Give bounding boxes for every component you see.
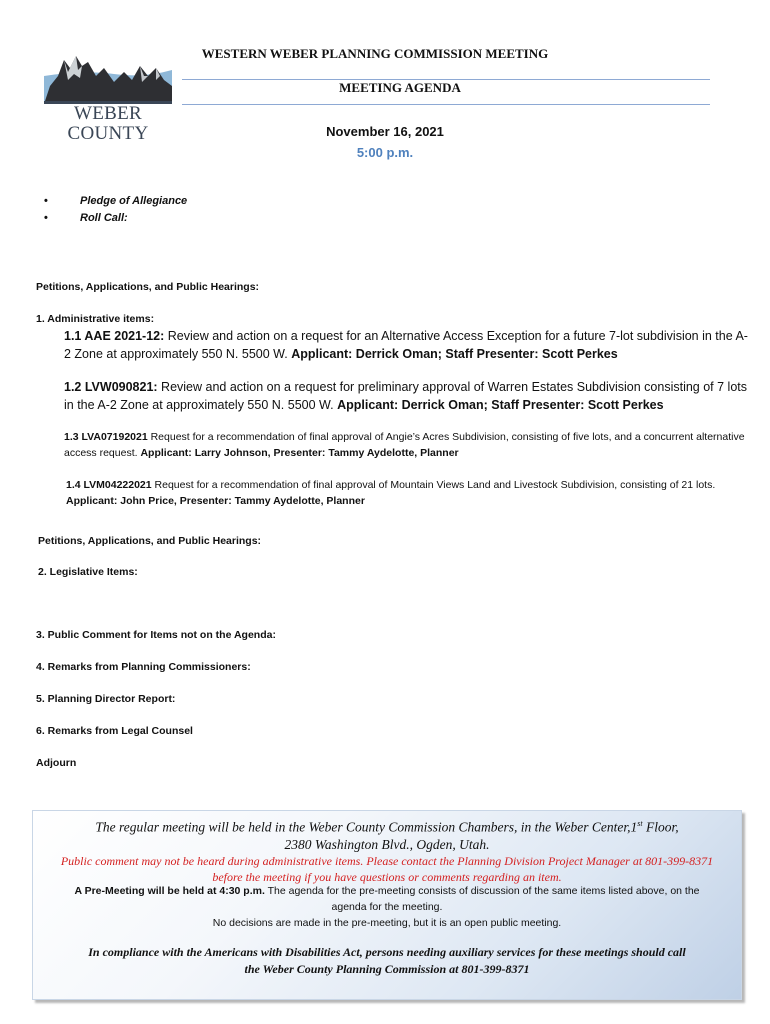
- location-line-2: 2380 Washington Blvd., Ogden, Utah.: [284, 837, 490, 852]
- legal-counsel-item: 6. Remarks from Legal Counsel: [36, 725, 193, 737]
- section2-heading: Petitions, Applications, and Public Hearings:: [38, 535, 262, 547]
- list-item-roll-call: [44, 212, 128, 224]
- section2-subheading: 2. Legislative Items:: [38, 566, 138, 578]
- premeeting-line-3: No decisions are made in the pre-meeting, but it is an open public meeting.: [212, 917, 562, 929]
- meeting-time: 5:00 p.m.: [356, 145, 414, 160]
- item-code: 1.1 AAE 2021-12:: [64, 329, 165, 343]
- item-text: Review and action on a request for an Alternative Access Exception for a future 7-lot subdivision in the A-2 Zone at approximately 550 N. 5500 W.: [64, 329, 748, 361]
- pledge-label: Pledge of Allegiance: [80, 195, 188, 207]
- section1-subheading: 1. Administrative items:: [36, 313, 155, 325]
- bullet-icon: •: [44, 212, 48, 224]
- item-text: Request for a recommendation of final approval of Angie’s Acres Subdivision, consisting of five lots, and a concurrent alternative access request.: [64, 431, 745, 459]
- meeting-title: WESTERN WEBER PLANNING COMMISSION MEETING: [201, 46, 549, 61]
- public-comment-item: 3. Public Comment for Items not on the Agenda:: [36, 629, 276, 641]
- commissioner-remarks-item: 4. Remarks from Planning Commissioners:: [36, 661, 251, 673]
- item-applicant: Applicant: John Price, Presenter: Tammy Aydelotte, Planner: [66, 495, 365, 507]
- agenda-item-1-2: [64, 378, 754, 414]
- location-line-1: The regular meeting will be held in the Weber County Commission Chambers, in the Weber Center,1st Floor,: [95, 819, 679, 835]
- roll-call-label: Roll Call:: [80, 212, 128, 224]
- ada-notice-line-1: In compliance with the Americans with Disabilities Act, persons needing auxiliary services for these meetings should call: [88, 945, 686, 959]
- agenda-item-1-1: [64, 327, 754, 363]
- public-comment-warning-2: before the meeting if you have questions or comments regarding an item.: [212, 870, 562, 884]
- director-report-item: 5. Planning Director Report:: [36, 693, 176, 705]
- item-code: 1.3 LVA07192021: [64, 431, 148, 443]
- ada-notice-line-2: the Weber County Planning Commission at 801-399-8371: [244, 962, 530, 976]
- premeeting-line-1: A Pre-Meeting will be held at 4:30 p.m. The agenda for the pre-meeting consists of discussion of the same items listed above, on the: [74, 885, 700, 897]
- meeting-date: November 16, 2021: [326, 124, 444, 139]
- logo-text: WEBER COUNTY: [67, 103, 149, 144]
- meeting-info-box: [32, 810, 742, 1000]
- agenda-item-1-3: [64, 429, 754, 461]
- header-rule-bottom: [182, 104, 710, 105]
- public-comment-warning-1: Public comment may not be heard during administrative items. Please contact the Planning Division Project Manager at 801-399-8371: [60, 854, 714, 868]
- premeeting-line-2: agenda for the meeting.: [331, 901, 443, 913]
- mountain-logo-icon: [44, 46, 172, 104]
- item-text: Request for a recommendation of final approval of Mountain Views Land and Livestock Subdivision, consisting of 21 lots.: [151, 479, 716, 491]
- item-applicant: Applicant: Derrick Oman; Staff Presenter: Scott Perkes: [337, 398, 664, 412]
- item-applicant: Applicant: Larry Johnson, Presenter: Tammy Aydelotte, Planner: [140, 447, 459, 459]
- bullet-icon: •: [44, 195, 48, 207]
- item-applicant: Applicant: Derrick Oman; Staff Presenter: Scott Perkes: [291, 347, 618, 361]
- agenda-heading: MEETING AGENDA: [339, 80, 461, 95]
- section1-heading: Petitions, Applications, and Public Hearings:: [36, 281, 260, 293]
- item-code: 1.2 LVW090821:: [64, 380, 158, 394]
- agenda-item-1-4: [66, 477, 756, 509]
- weber-county-logo: [44, 46, 172, 144]
- adjourn-item: Adjourn: [36, 757, 77, 769]
- item-code: 1.4 LVM04222021: [66, 479, 152, 491]
- item-text: Review and action on a request for preliminary approval of Warren Estates Subdivision consisting of 7 lots in the A-2 Zone at approximately 550 N. 5500 W.: [64, 380, 747, 412]
- list-item-pledge: [44, 195, 187, 207]
